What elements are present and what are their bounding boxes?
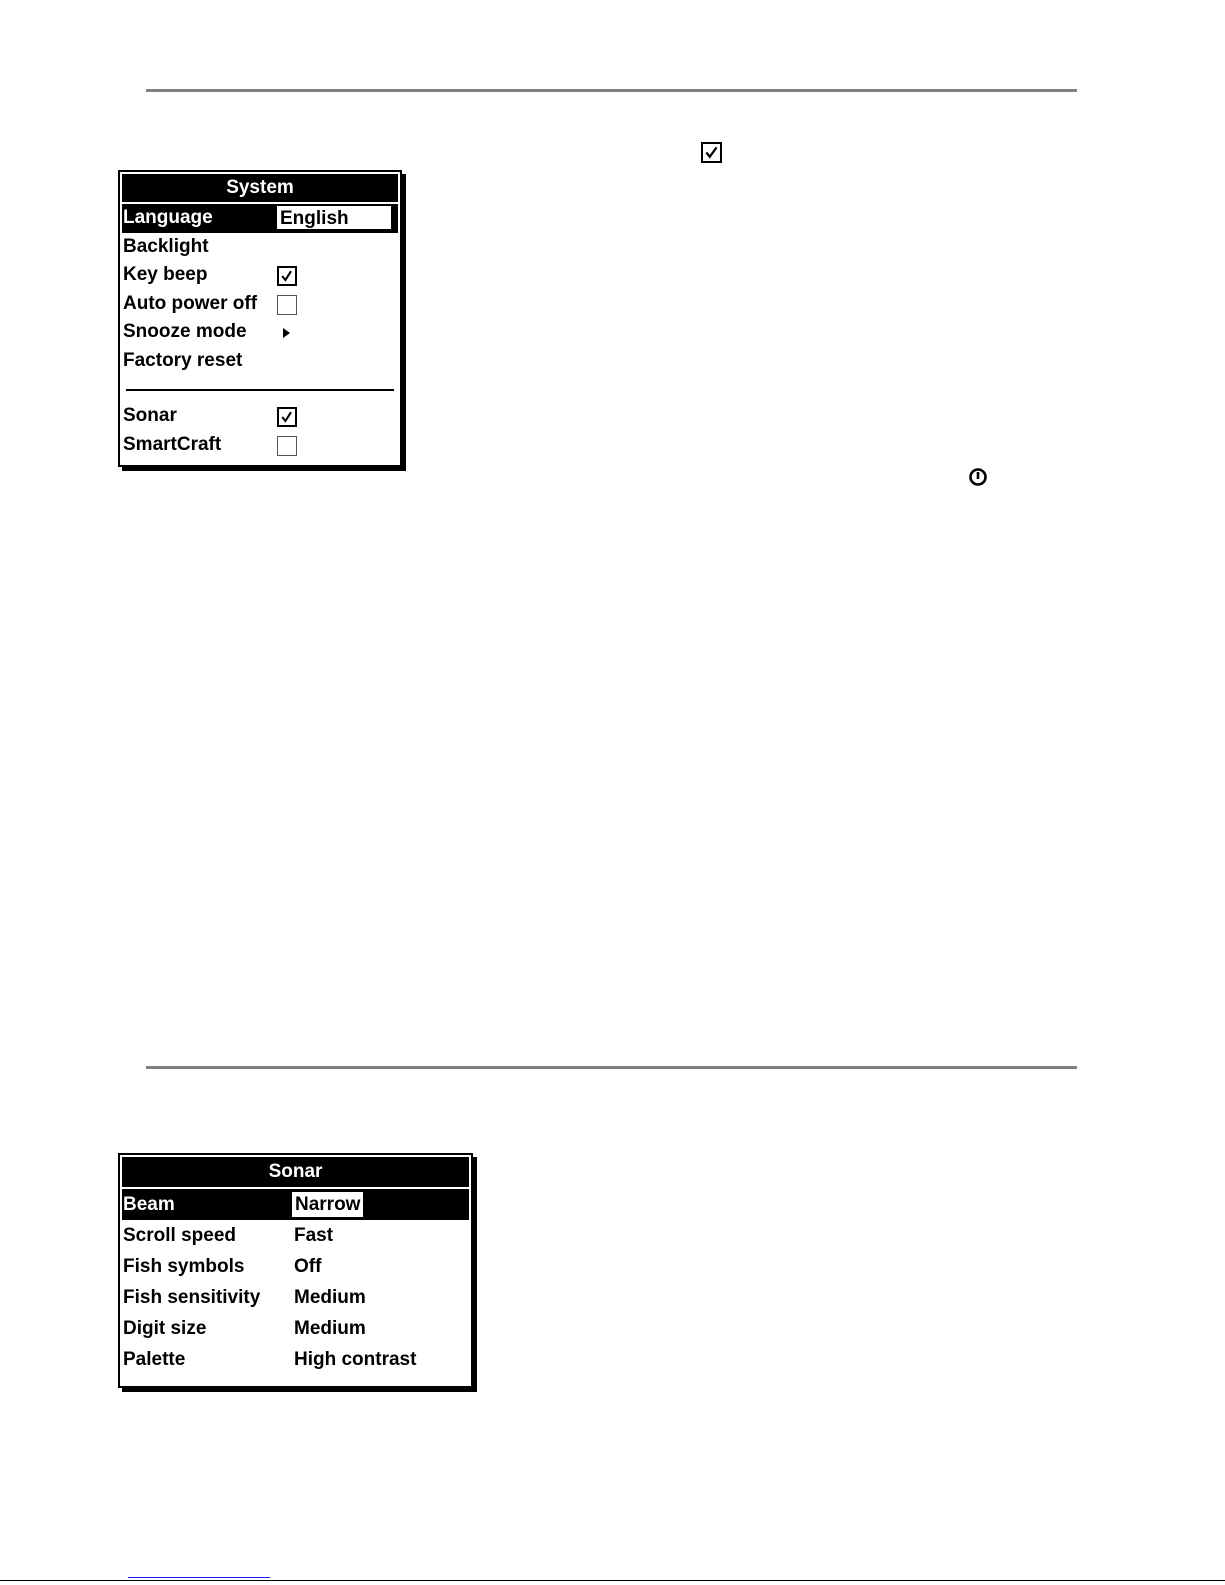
menu-item-snooze-mode[interactable] <box>120 318 400 347</box>
menu-item-language[interactable] <box>122 204 398 233</box>
menu-item-sonar[interactable] <box>120 402 400 431</box>
footer-link-underline <box>128 1577 270 1578</box>
palette-value: High contrast <box>294 1349 417 1370</box>
menu-item-fish-symbols[interactable] <box>120 1251 471 1282</box>
menu-item-label: Scroll speed <box>123 1225 236 1246</box>
menu-item-label: Fish symbols <box>123 1256 245 1277</box>
fish-symbols-value: Off <box>294 1256 322 1277</box>
smartcraft-checkbox[interactable] <box>277 436 297 456</box>
menu-item-label: Auto power off <box>123 292 258 314</box>
menu-item-label: Beam <box>123 1194 175 1215</box>
menu-item-label: Fish sensitivity <box>123 1287 261 1308</box>
digit-size-value: Medium <box>294 1318 366 1339</box>
scroll-speed-value: Fast <box>294 1225 334 1246</box>
menu-item-beam[interactable] <box>122 1189 469 1220</box>
page-bottom-edge <box>0 1580 1225 1581</box>
menu-item-label: Sonar <box>123 405 177 426</box>
menu-item-label: Backlight <box>123 235 209 257</box>
menu-item-label: Factory reset <box>123 349 243 371</box>
menu-item-label: Key beep <box>123 264 208 285</box>
menu-item-label: Digit size <box>123 1318 207 1339</box>
menu-divider <box>126 389 394 391</box>
power-icon <box>968 467 988 487</box>
system-menu-title: System <box>122 174 398 202</box>
menu-item-digit-size[interactable] <box>120 1313 471 1344</box>
menu-item-label: Language <box>123 207 213 228</box>
section-divider-rule <box>146 1066 1077 1069</box>
menu-item-scroll-speed[interactable] <box>120 1220 471 1251</box>
menu-item-label: SmartCraft <box>123 433 222 455</box>
sonar-menu <box>118 1153 473 1388</box>
menu-item-auto-power-off[interactable] <box>120 290 400 319</box>
beam-value[interactable]: Narrow <box>292 1192 363 1217</box>
key-beep-checkbox[interactable] <box>277 266 297 286</box>
fish-sensitivity-value: Medium <box>294 1287 366 1308</box>
language-value[interactable]: English <box>276 205 392 230</box>
menu-item-label: Snooze mode <box>123 321 247 342</box>
menu-item-smartcraft[interactable] <box>120 431 400 460</box>
sonar-menu-title: Sonar <box>122 1157 469 1187</box>
arrow-right-icon <box>283 328 290 338</box>
menu-item-factory-reset[interactable] <box>120 347 400 376</box>
system-menu <box>118 170 402 467</box>
menu-item-palette[interactable] <box>120 1344 471 1375</box>
top-divider-rule <box>146 89 1077 92</box>
menu-item-backlight[interactable] <box>120 233 400 262</box>
menu-item-fish-sensitivity[interactable] <box>120 1282 471 1313</box>
menu-item-key-beep[interactable] <box>120 261 400 290</box>
sonar-checkbox[interactable] <box>277 407 297 427</box>
menu-item-label: Palette <box>123 1349 186 1370</box>
auto-power-off-checkbox[interactable] <box>277 295 297 315</box>
checkbox-checked-icon <box>701 142 722 163</box>
